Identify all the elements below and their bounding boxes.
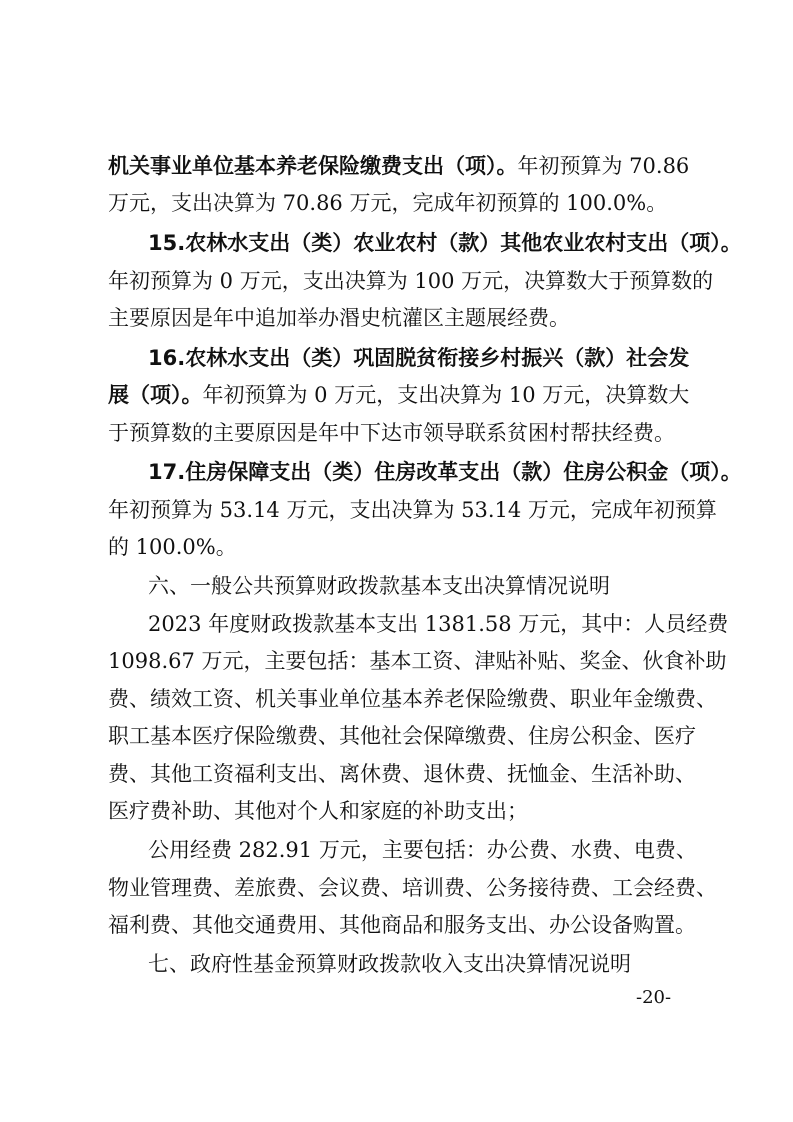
item-17-line-2: 年初预算为 53.14 万元，支出决算为 53.14 万元，完成年初预算 [108,498,717,522]
item-16-line-2 [108,376,688,414]
item-16-title-end: 展（项）。 [108,383,203,407]
personnel-line-4: 职工基本医疗保险缴费、其他社会保障缴费、住房公积金、医疗 [108,724,696,748]
item-17-title: 17.住房保障支出（类）住房改革支出（款）住房公积金（项）。 [148,460,742,484]
section-7-heading: 七、政府性基金预算财政拨款收入支出决算情况说明 [148,952,631,976]
item-14-title: 机关事业单位基本养老保险缴费支出（项）。 [108,154,518,178]
personnel-line-1: 2023 年度财政拨款基本支出 1381.58 万元，其中：人员经费 [148,612,729,636]
item-15-line-2: 年初预算为 0 万元，支出决算为 100 万元，决算数大于预算数的 [108,269,714,293]
page-number: -20- [636,987,672,1008]
item-16-title: 16.农林水支出（类）巩固脱贫衔接乡村振兴（款）社会发 [148,346,690,370]
public-line-1: 公用经费 282.91 万元，主要包括：办公费、水费、电费、 [148,838,697,862]
item-15-line-3: 主要原因是年中追加举办湣史杭灌区主题展经费。 [108,306,570,330]
personnel-line-2: 1098.67 万元，主要包括：基本工资、津贴补贴、奖金、伙食补助 [108,649,727,673]
item-16-text: 年初预算为 0 万元，支出决算为 10 万元，决算数大 [202,383,690,407]
public-line-2: 物业管理费、差旅费、会议费、培训费、公务接待费、工会经费、 [108,876,717,900]
item-14-text: 年初预算为 70.86 [517,154,690,178]
personnel-line-3: 费、绩效工资、机关事业单位基本养老保险缴费、职业年金缴费、 [108,687,717,711]
public-line-3: 福利费、其他交通费用、其他商品和服务支出、办公设备购置。 [108,913,696,937]
item-17-line-3: 的 100.0%。 [108,535,237,559]
item-14-line-2: 万元，支出决算为 70.86 万元，完成年初预算的 100.0%。 [108,191,668,215]
item-15-title: 15.农林水支出（类）农业农村（款）其他农业农村支出（项）。 [148,231,742,255]
personnel-line-5: 费、其他工资福利支出、离休费、退休费、抚恤金、生活补助、 [108,762,696,786]
section-6-heading: 六、一般公共预算财政拨款基本支出决算情况说明 [148,574,610,598]
item-14-line-1 [108,147,688,185]
item-16-line-3: 于预算数的主要原因是年中下达市领导联系贫困村帮扶经费。 [108,421,675,445]
personnel-line-6: 医疗费补助、其他对个人和家庭的补助支出； [108,799,528,823]
